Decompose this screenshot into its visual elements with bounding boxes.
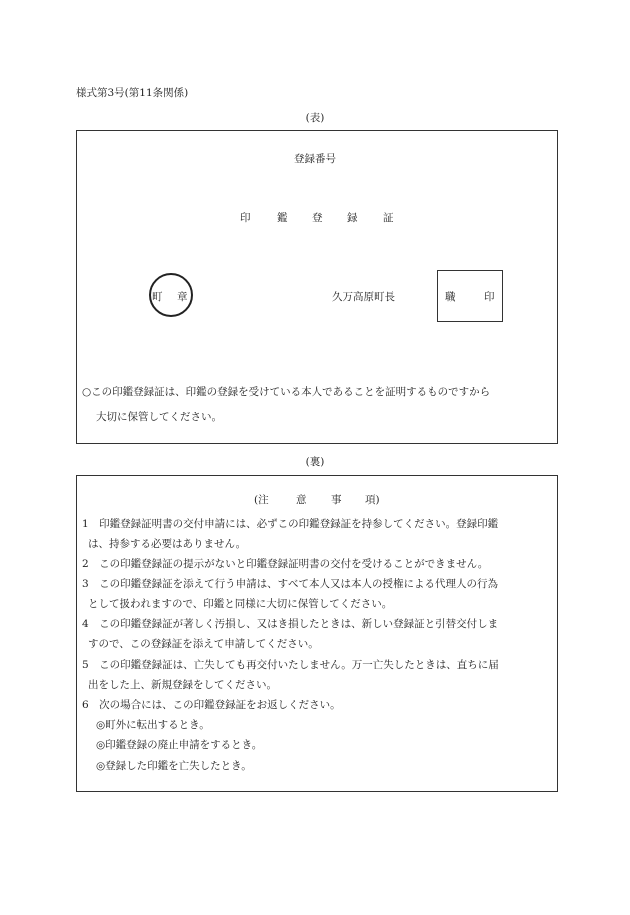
note-line: ◎町外に転出するとき。 — [96, 719, 210, 731]
notes-title-part: 事 — [331, 494, 342, 506]
note-line: として扱われますので、印鑑と同様に大切に保管してください。 — [88, 598, 393, 610]
note-line: すので、この登録証を添えて申請してください。 — [88, 638, 319, 650]
town-seal-char: 町 — [152, 291, 163, 303]
front-heading: (表) — [305, 112, 325, 124]
title-char: 印 — [240, 212, 251, 224]
note-line: 出をした上、新規登録をしてください。 — [88, 679, 277, 691]
title-char: 登 — [312, 212, 323, 224]
note-line: 1 印鑑登録証明書の交付申請には、必ずこの印鑑登録証を持参してください。登録印鑑 — [82, 518, 499, 530]
note-line: ◎印鑑登録の廃止申請をするとき。 — [96, 739, 263, 751]
notes-title-part: 意 — [296, 494, 307, 506]
title-char: 録 — [347, 212, 358, 224]
note-line: 5 この印鑑登録証は、亡失しても再交付いたしません。万一亡失したときは、直ちに届 — [82, 659, 499, 671]
title-char: 鑑 — [277, 212, 288, 224]
note-line: 3 この印鑑登録証を添えて行う申請は、すべて本人又は本人の授権による代理人の行為 — [82, 578, 498, 590]
official-seal-char: 印 — [484, 291, 495, 303]
note-line: 6 次の場合には、この印鑑登録証をお返しください。 — [82, 699, 341, 711]
town-seal-char: 章 — [177, 291, 188, 303]
note-line: 4 この印鑑登録証が著しく汚損し、又はき損したときは、新しい登録証と引替交付しま — [82, 618, 499, 630]
note-line: 2 この印鑑登録証の提示がないと印鑑登録証明書の交付を受けることができません。 — [82, 558, 489, 570]
front-notice-line1: ○この印鑑登録証は、印鑑の登録を受けている本人であることを証明するものですから — [82, 386, 491, 398]
note-line: は、持参する必要はありません。 — [88, 538, 247, 550]
front-notice-line2: 大切に保管してください。 — [96, 411, 222, 423]
title-char: 証 — [383, 212, 394, 224]
mayor-title: 久万高原町長 — [332, 291, 395, 303]
official-seal-char: 職 — [445, 291, 456, 303]
notes-title-part: 項) — [365, 494, 380, 506]
notes-title-part: (注 — [254, 494, 269, 506]
note-line: ◎登録した印鑑を亡失したとき。 — [96, 760, 252, 772]
back-heading: (裏) — [305, 456, 325, 468]
form-number: 様式第3号(第11条関係) — [76, 87, 189, 99]
registration-number-label: 登録番号 — [294, 153, 336, 165]
